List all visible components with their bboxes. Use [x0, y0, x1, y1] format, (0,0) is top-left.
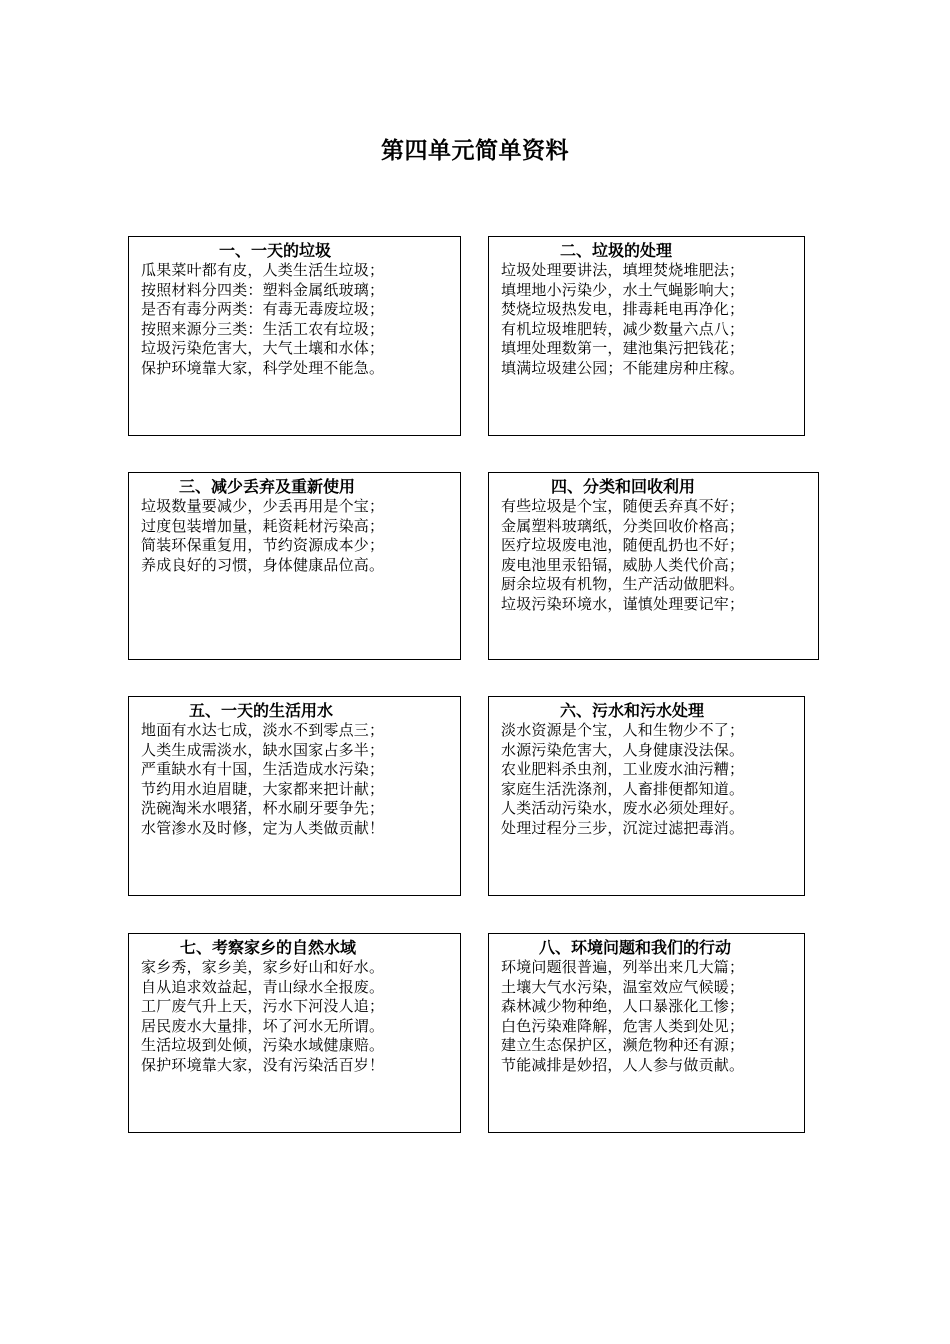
verse-line: 废电池里汞铅镉，威胁人类代价高；: [501, 555, 745, 574]
section-box-1: [128, 236, 461, 436]
verse-line: 医疗垃圾废电池，随便乱扔也不好；: [501, 536, 745, 555]
verse-line: 厨余垃圾有机物，生产活动做肥料。: [501, 575, 745, 594]
verse-line: 按照材料分四类：塑料金属纸玻璃；: [141, 280, 385, 299]
verse-line: 垃圾污染危害大，大气土壤和水体；: [141, 339, 385, 358]
verse-line: 水管渗水及时修，定为人类做贡献！: [141, 818, 385, 837]
verse-line: 节约用水迫眉睫，大家都来把计献；: [141, 779, 385, 798]
verse-line: 建立生态保护区，濒危物种还有源；: [501, 1036, 745, 1055]
verse-line: 严重缺水有十国，生活造成水污染；: [141, 760, 385, 779]
verse-line: 填埋处理数第一，建池集污把钱花；: [501, 339, 745, 358]
verse-line: 地面有水达七成，淡水不到零点三；: [141, 721, 385, 739]
verse-line: 节能减排是妙招，人人参与做贡献。: [501, 1055, 745, 1074]
verse-line: 金属塑料玻璃纸，分类回收价格高；: [501, 516, 745, 535]
section-box-4: [488, 472, 819, 660]
verse-line: 农业肥料杀虫剂，工业废水油污糟；: [501, 760, 745, 779]
verse-line: 焚烧垃圾热发电，排毒耗电再净化；: [501, 300, 745, 319]
verse-line: 人类生成需淡水，缺水国家占多半；: [141, 740, 385, 759]
verse-line: 水源污染危害大，人身健康没法保。: [501, 740, 745, 759]
verse-line: 是否有毒分两类：有毒无毒废垃圾；: [141, 300, 385, 319]
verse-line: 填埋地小污染少，水土气蝇影响大；: [501, 280, 745, 299]
verse-line: 养成良好的习惯，身体健康品位高。: [141, 555, 385, 574]
section-heading: 七、考察家乡的自然水域: [180, 938, 357, 957]
verse-line: 人类活动污染水，废水必须处理好。: [501, 799, 745, 818]
verse-line: 垃圾污染环境水，谨慎处理要记牢；: [501, 594, 745, 613]
section-heading: 三、减少丢弃及重新使用: [179, 477, 356, 496]
verse-line: 洗碗淘米水喂猪，杯水刷牙要争先；: [141, 799, 385, 818]
section-heading: 一、一天的垃圾: [219, 241, 332, 260]
verse-line: 保护环境靠大家，没有污染活百岁！: [141, 1055, 385, 1074]
verse-line: 环境问题很普遍，列举出来几大篇；: [501, 958, 745, 976]
verse-line: 家乡秀，家乡美，家乡好山和好水。: [141, 958, 385, 976]
verse-line: 生活垃圾到处倾，污染水域健康赔。: [141, 1036, 385, 1055]
verse-line: 填满垃圾建公园；不能建房种庄稼。: [501, 358, 745, 377]
section-heading: 二、垃圾的处理: [560, 241, 673, 260]
section-box-8: [488, 933, 805, 1133]
verse-line: 按照来源分三类：生活工农有垃圾；: [141, 319, 385, 338]
section-box-7: [128, 933, 461, 1133]
verse-line: 保护环境靠大家，科学处理不能急。: [141, 358, 385, 377]
section-box-5: [128, 696, 461, 896]
verse-line: 瓜果菜叶都有皮，人类生活生垃圾；: [141, 261, 385, 279]
verse-line: 居民废水大量排，坏了河水无所谓。: [141, 1016, 385, 1035]
verse-line: 有些垃圾是个宝，随便丢弃真不好；: [501, 497, 745, 515]
section-heading: 四、分类和回收利用: [551, 477, 696, 496]
section-box-3: [128, 472, 461, 660]
page-title: 第四单元简单资料: [381, 138, 569, 164]
section-box-2: [488, 236, 805, 436]
section-heading: 五、一天的生活用水: [189, 701, 334, 720]
verse-line: 白色污染难降解，危害人类到处见；: [501, 1016, 745, 1035]
verse-line: 过度包装增加量，耗资耗材污染高；: [141, 516, 385, 535]
verse-line: 处理过程分三步，沉淀过滤把毒消。: [501, 818, 745, 837]
verse-line: 工厂废气升上天，污水下河没人追；: [141, 997, 385, 1016]
verse-line: 有机垃圾堆肥转，减少数量六点八；: [501, 319, 745, 338]
verse-line: 家庭生活洗涤剂，人畜排便都知道。: [501, 779, 745, 798]
verse-line: 垃圾处理要讲法，填埋焚烧堆肥法；: [501, 261, 745, 279]
verse-line: 垃圾数量要减少，少丢再用是个宝；: [141, 497, 385, 515]
verse-line: 土壤大气水污染，温室效应气候暖；: [501, 977, 745, 996]
verse-line: 自从追求效益起，青山绿水全报废。: [141, 977, 385, 996]
verse-line: 淡水资源是个宝，人和生物少不了；: [501, 721, 745, 739]
section-heading: 八、环境问题和我们的行动: [539, 938, 732, 957]
verse-line: 森林减少物种绝，人口暴涨化工惨；: [501, 997, 745, 1016]
verse-line: 简装环保重复用，节约资源成本少；: [141, 536, 385, 555]
section-box-6: [488, 696, 805, 896]
section-heading: 六、污水和污水处理: [560, 701, 705, 720]
